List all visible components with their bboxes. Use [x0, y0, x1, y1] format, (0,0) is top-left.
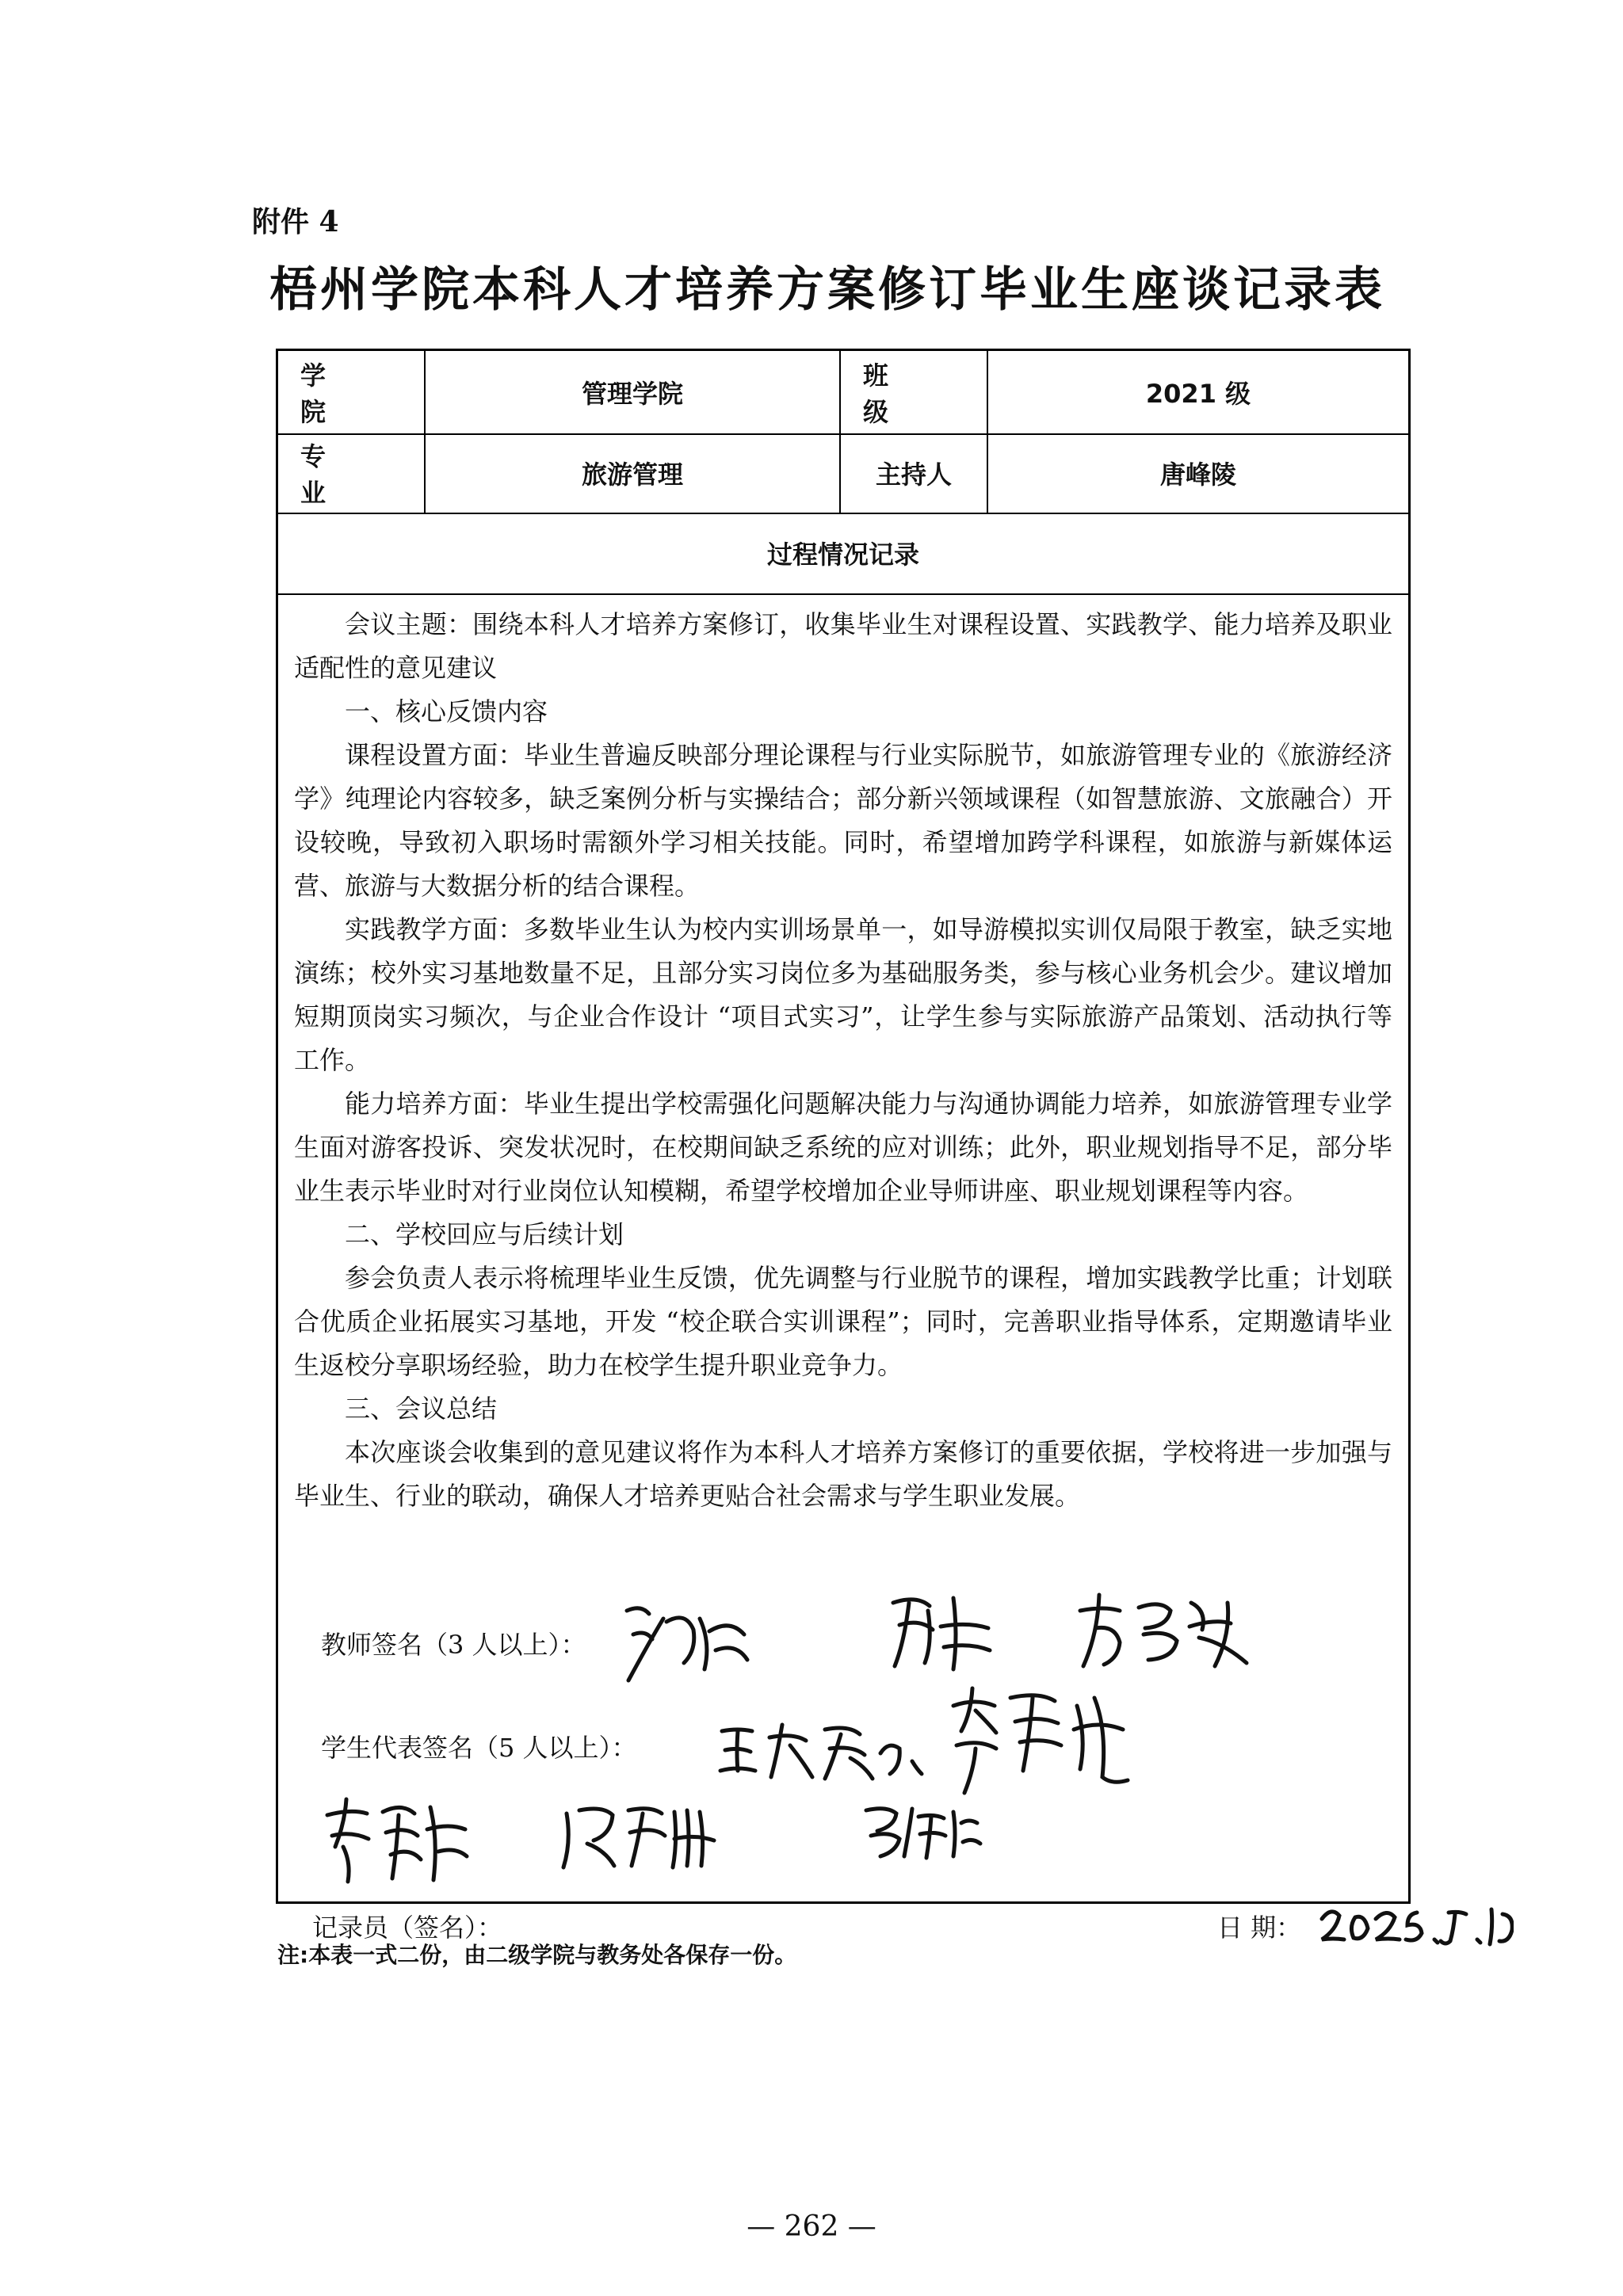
meeting-theme: 会议主题：围绕本科人才培养方案修订，收集毕业生对课程设置、实践教学、能力培养及职业适配性的意见建议 [294, 609, 1392, 683]
section-title: 过程情况记录 [766, 540, 919, 570]
paragraph-response: 参会负责人表示将梳理毕业生反馈，优先调整与行业脱节的课程，增加实践教学比重；计划联合优质企业拓展实习基地，开发 “校企联合实训课程”；同时，完善职业指导体系，定期邀请毕业生返校分享职场经验，助力在校学生提升职业竞争力。 [294, 1263, 1392, 1380]
student-signature-label: 学生代表签名（5 人以上）： [321, 1733, 637, 1763]
teacher-signature-3 [1072, 1587, 1253, 1674]
class-label: 班 级 [841, 351, 988, 433]
footnote: 注:本表一式二份，由二级学院与教务处各保存一份。 [277, 1942, 797, 1968]
student-signature-5 [858, 1799, 985, 1863]
recorder-label: 记录员（签名）： [312, 1913, 503, 1943]
teacher-signature-1 [617, 1587, 752, 1690]
major-label: 专 业 [278, 433, 426, 513]
student-signature-3 [319, 1791, 470, 1886]
date-label: 日 期： [1217, 1913, 1302, 1943]
heading-summary: 三、会议总结 [345, 1394, 498, 1424]
table-row-major [278, 433, 1408, 514]
paragraph-ability: 能力培养方面：毕业生提出学校需强化问题解决能力与沟通协调能力培养，如旅游管理专业学生面对游客投诉、突发状况时，在校期间缺乏系统的应对训练；此外，职业规划指导不足，部分毕业生表示毕业时对行业岗位认知模糊，希望学校增加企业导师讲座、职业规划课程等内容。 [294, 1089, 1392, 1206]
teacher-signature-label: 教师签名（3 人以上）： [321, 1630, 586, 1660]
class-value: 2021 级 [1145, 379, 1251, 409]
host-label: 主持人 [841, 433, 988, 513]
annex-label: 附件 4 [252, 205, 339, 238]
record-body [294, 603, 1392, 1518]
heading-school-response: 二、学校回应与后续计划 [345, 1219, 624, 1249]
paragraph-summary: 本次座谈会收集到的意见建议将作为本科人才培养方案修订的重要依据，学校将进一步加强与毕业生、行业的联动，确保人才培养更贴合社会需求与学生职业发展。 [294, 1437, 1392, 1511]
student-signature-2 [944, 1682, 1134, 1801]
college-value: 管理学院 [426, 351, 841, 433]
heading-core-feedback: 一、核心反馈内容 [345, 696, 548, 727]
record-form-table [276, 349, 1411, 1904]
major-value: 旅游管理 [426, 433, 841, 513]
teacher-signature-2 [885, 1587, 996, 1674]
page-number: — 262 — [747, 2210, 876, 2243]
host-value: 唐峰陵 [1159, 460, 1236, 490]
table-row-section [278, 513, 1408, 595]
paragraph-course: 课程设置方面：毕业生普遍反映部分理论课程与行业实际脱节，如旅游管理专业的《旅游经济学》纯理论内容较多，缺乏案例分析与实操结合；部分新兴领域课程（如智慧旅游、文旅融合）开设较晚，导致初入职场时需额外学习相关技能。同时，希望增加跨学科课程，如旅游与新媒体运营、旅游与大数据分析的结合课程。 [294, 740, 1392, 901]
student-signature-4 [556, 1794, 722, 1874]
college-label: 学 院 [278, 351, 426, 433]
handwritten-date [1316, 1898, 1514, 1954]
student-signature-1 [714, 1714, 928, 1785]
table-row-college [278, 351, 1408, 435]
document-title: 梧州学院本科人才培养方案修订毕业生座谈记录表 [269, 262, 1385, 318]
paragraph-practice: 实践教学方面：多数毕业生认为校内实训场景单一，如导游模拟实训仅局限于教室，缺乏实地演练；校外实习基地数量不足，且部分实习岗位多为基础服务类，参与核心业务机会少。建议增加短期顶岗实习频次，与企业合作设计 “项目式实习”，让学生参与实际旅游产品策划、活动执行等工作。 [294, 914, 1392, 1075]
